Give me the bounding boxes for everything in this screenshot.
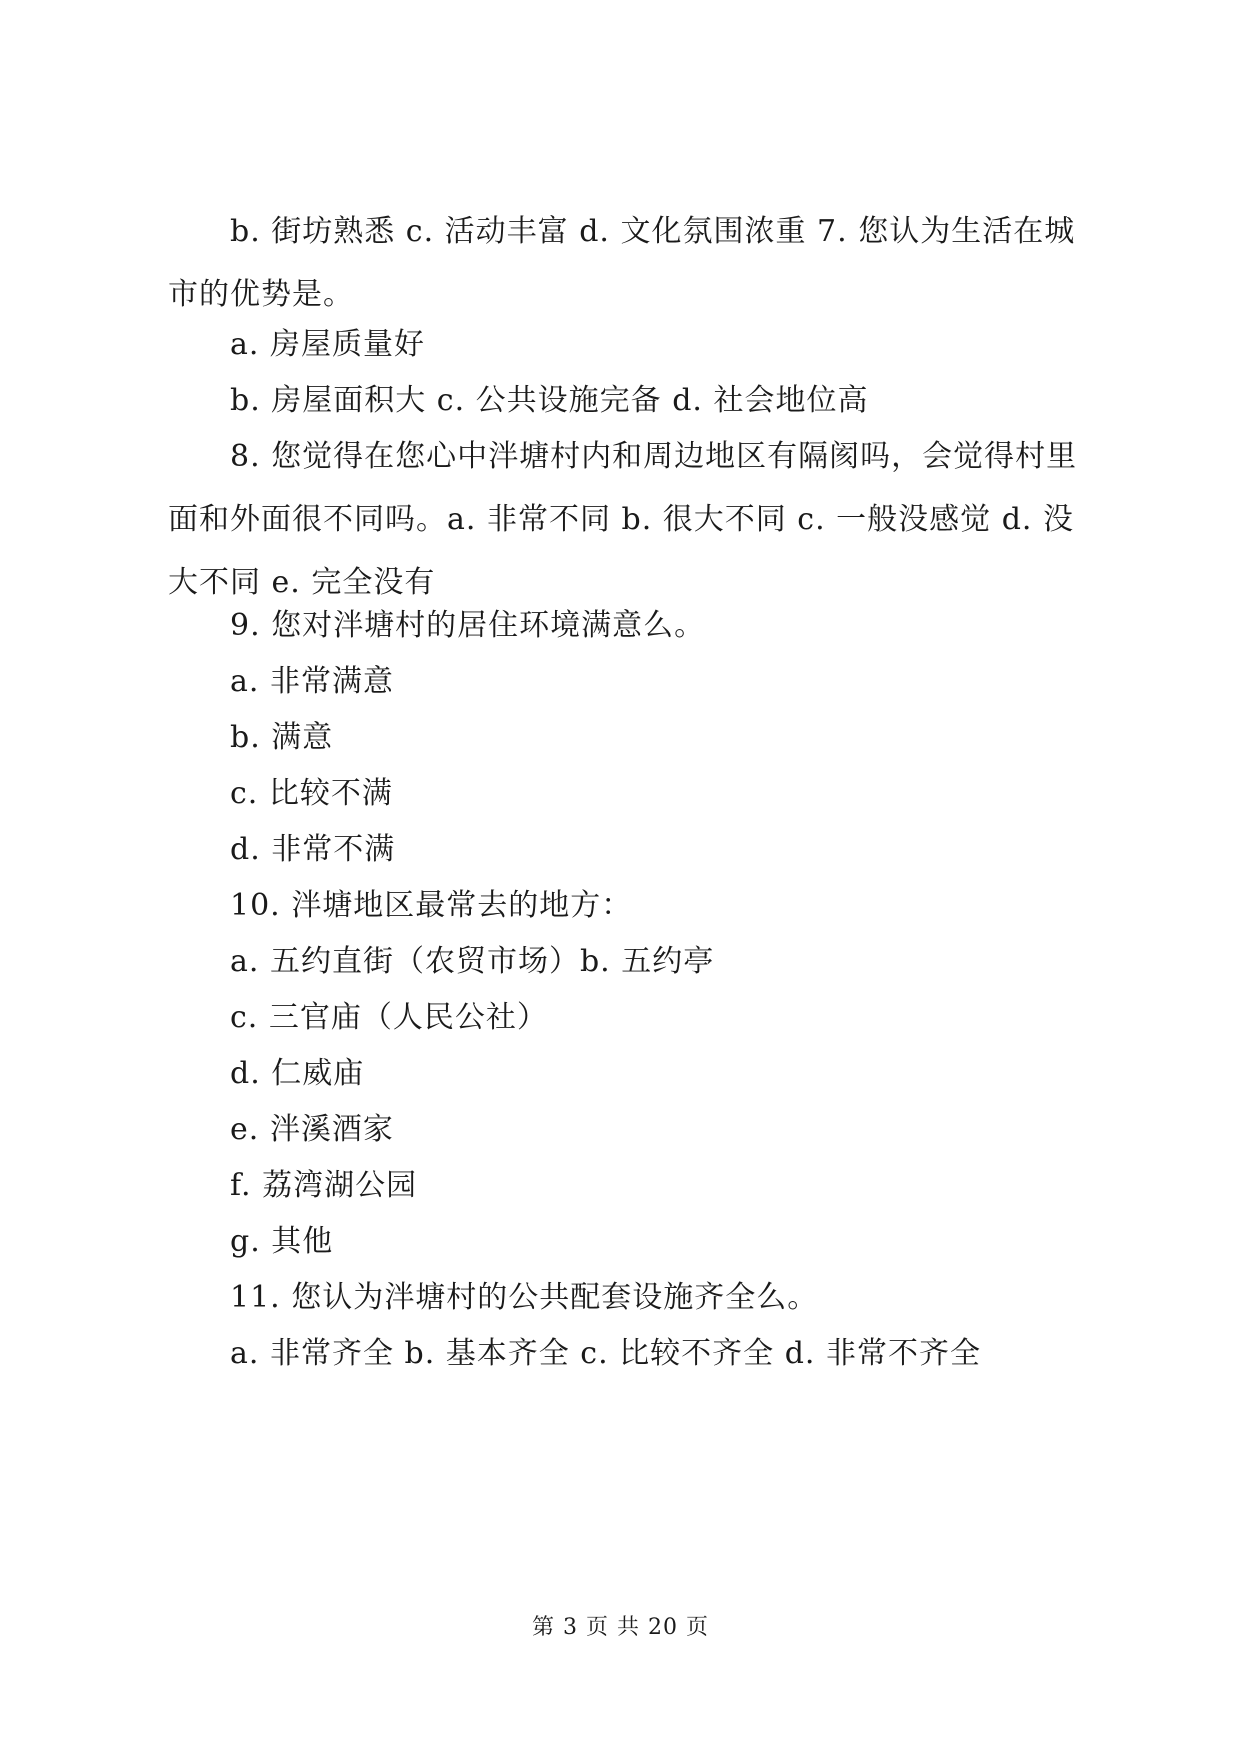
paragraph-q8: 8. 您觉得在您心中泮塘村内和周边地区有隔阂吗，会觉得村里面和外面很不同吗。a. 非常不同 b. 很大不同 c. 一般没感觉 d. 没大不同 e. 完全没有: [168, 439, 1078, 600]
paragraph-q10-option-f: f. 荔湾湖公园: [230, 1168, 418, 1203]
paragraph-q7-options-bcd: b. 房屋面积大 c. 公共设施完备 d. 社会地位高: [230, 383, 869, 418]
paragraph-q10: 10. 泮塘地区最常去的地方：: [230, 888, 633, 923]
paragraph-q10-option-c: c. 三官庙（人民公社）: [230, 1000, 548, 1035]
paragraph-q10-option-g: g. 其他: [230, 1224, 334, 1259]
paragraph-q11: 11. 您认为泮塘村的公共配套设施齐全么。: [230, 1280, 819, 1315]
page-footer: 第 3 页 共 20 页: [532, 1615, 709, 1640]
paragraph-q9-option-b: b. 满意: [230, 720, 334, 755]
paragraph-q10-option-e: e. 泮溪酒家: [230, 1112, 394, 1147]
paragraph-q6-options-q7: b. 街坊熟悉 c. 活动丰富 d. 文化氛围浓重 7. 您认为生活在城市的优势是。: [168, 214, 1076, 312]
paragraph-q9-option-a: a. 非常满意: [230, 664, 394, 699]
paragraph-q9-option-c: c. 比较不满: [230, 776, 393, 811]
paragraph-q11-options: a. 非常齐全 b. 基本齐全 c. 比较不齐全 d. 非常不齐全: [230, 1336, 981, 1371]
paragraph-q9: 9. 您对泮塘村的居住环境满意么。: [230, 608, 706, 643]
paragraph-q10-option-d: d. 仁威庙: [230, 1056, 365, 1091]
paragraph-q9-option-d: d. 非常不满: [230, 832, 396, 867]
paragraph-q7-option-a: a. 房屋质量好: [230, 327, 425, 362]
paragraph-q10-options-ab: a. 五约直街（农贸市场）b. 五约亭: [230, 944, 715, 979]
